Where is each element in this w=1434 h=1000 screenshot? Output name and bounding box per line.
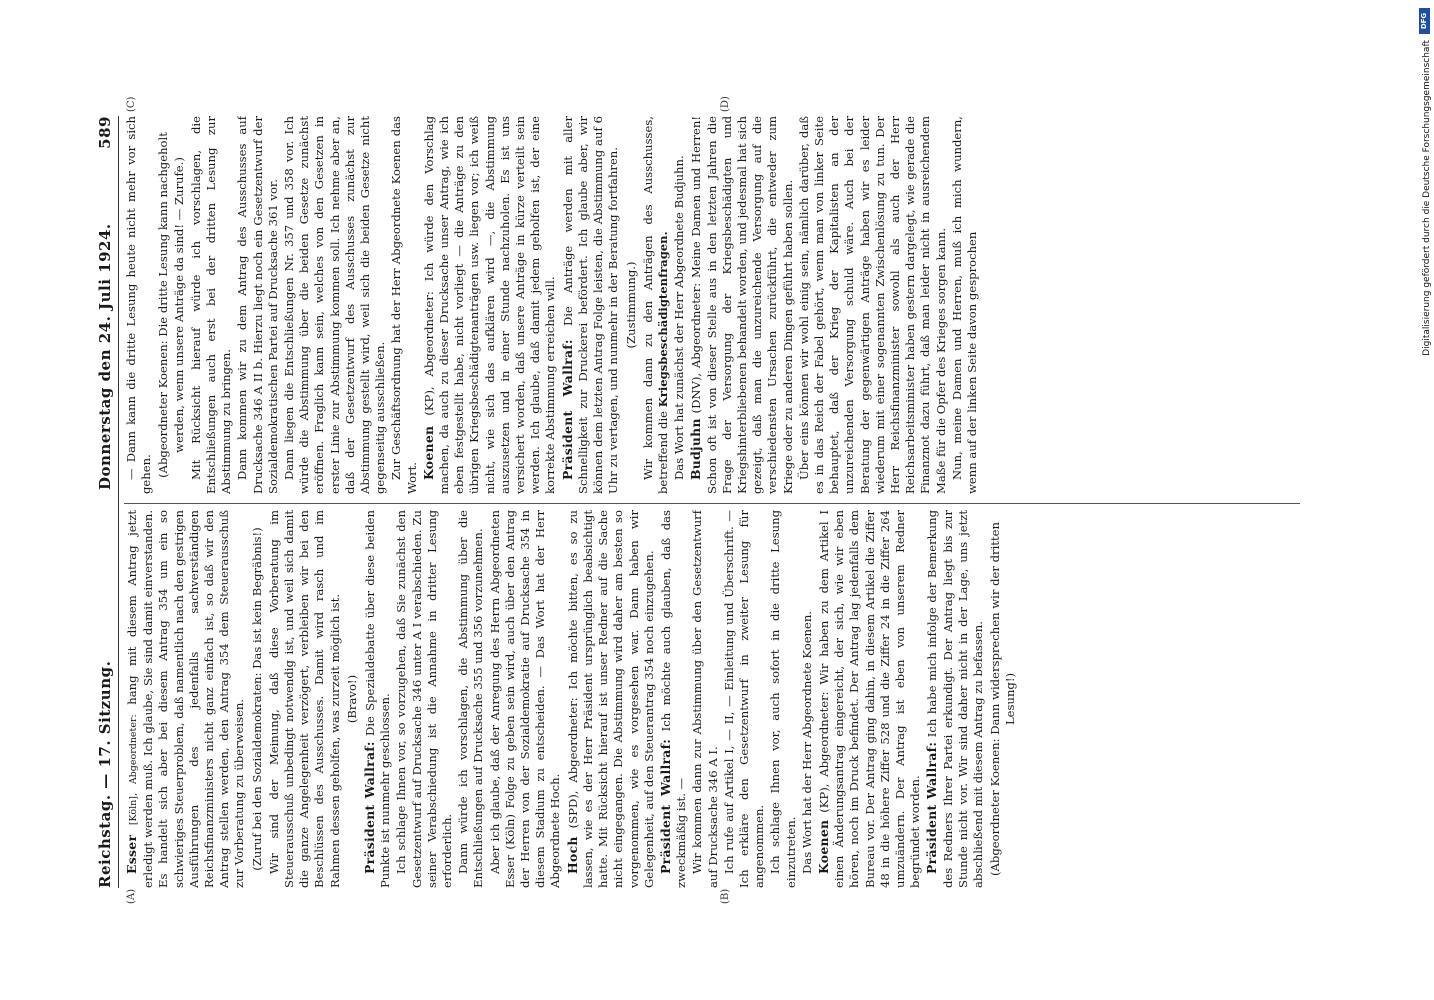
speaker-name: Präsident Wallraf: xyxy=(362,741,378,874)
dfg-logo xyxy=(1419,8,1430,34)
header-left: Reichstag. — 17. Sitzung. xyxy=(96,660,114,888)
left-column xyxy=(124,510,1302,888)
interjection: (Bravo!) xyxy=(344,674,359,724)
paragraph: Zur Geschäftsordnung hat der Herr Abgeordnete Koenen das Wort. xyxy=(389,116,419,494)
paragraph: Dann kommen wir zu dem Antrag des Ausschusses auf Drucksache 346 A II b. Hierzu liegt noch ein Gesetzentwurf der Sozialdemokratischen Partei auf Drucksache 361 vor. xyxy=(235,116,280,494)
interjection: (Zustimmung.) xyxy=(623,261,638,349)
margin-mark-d: (D) xyxy=(720,96,731,112)
paragraph-text: (KP), Abgeordneter: Ich würde den Vorschlag machen, da auch zu dieser Drucksache unser Antrag, wie ich eben festgestellt habe, nicht vorliegt — die Anträge zu den übrigen Kriegsbeschädigtenanträgen usw. liegen vor; ich weiß nicht, wie sich das aufklären wird —, die Abstimmung auszusetzen und in einer Stunde nachzuholen. Es ist uns versichert worden, daß unsere Anträge in kürze verteilt sein werden. Ich glaube, daß damit jedem geholfen ist, der eine korrekte Abstimmung erreichen will. xyxy=(421,116,558,494)
interjection: (Abgeordneter Koenen: Die dritte Lesung kann nachgeholt werden, wenn unsere Anträge da sind! — Zurufe.) xyxy=(156,132,186,478)
paragraph-text: hang mit diesem Antrag jetzt erledigt werden muß. Ich glaube, Sie sind damit einverstanden. Es handelt sich aber bei diesem Antrag 354 um ein so schwieriges Steuerproblem, daß namentlich nach den gestrigen Ausführungen des jedenfalls sachverständigen Reichsfinanzministers nicht ganz einfach ist, so daß wir den Antrag stellen werden, den Antrag 354 dem Steuerausschuß zur Vorberatung zu überweisen. xyxy=(125,510,247,888)
paragraph: Dann liegen die Entschließungen Nr. 357 und 358 vor. Ich würde die Abstimmung über die beiden Gesetze zunächst eröffnen. Fraglich kann sein, welches von den Gesetzen in erster Linie zur Abstimmung kommen soll. Ich nehme aber an, daß der Gesetzentwurf des Ausschusses zunächst zur Abstimmung gestellt wird, weil sich die beiden Gesetze nicht gegenseitig ausschließen. xyxy=(282,116,388,494)
paragraph xyxy=(560,116,622,494)
paragraph: Dann würde ich vorschlagen, die Abstimmung über die Entschließungen auf Drucksache 355 und 356 vorzunehmen. xyxy=(456,510,486,888)
speaker-name: Hoch xyxy=(564,836,580,874)
paragraph: Wir sind der Meinung, daß diese Vorberatung im Steuerausschuß unbedingt notwendig ist, und weil sich damit die ganze Angelegenheit verzögert, verbleiben wir bei den Beschlüssen des Ausschusses. Damit wird rasch und im Rahmen dessen geholfen, was zurzeit möglich ist. xyxy=(266,510,342,888)
right-column xyxy=(124,116,1302,494)
paragraph-text: Die Anträge werden mit aller Schnelligkeit zur Druckerei befördert. Ich glaube aber, wir können dem letzten Antrag Folge leisten, die Abstimmung auf 6 Uhr zu vertagen, und nunmehr in der Beratung fortfahren. xyxy=(560,116,621,494)
paragraph-text: (SPD), Abgeordneter: Ich möchte bitten, es so zu lassen, wie es der Herr Präsident ursprünglich beabsichtigt hatte. Mit Rücksicht hierauf ist unser Redner auf die Sache nicht eingegangen. Die Abstimmung wird daher am besten so vorgenommen, wie es vorgesehen war. Dann haben wir Gelegenheit, auf den Steuerantrag 354 noch einzugehen. xyxy=(565,510,656,888)
speaker-name: Koenen xyxy=(815,819,831,874)
speaker-name: Präsident Wallraf: xyxy=(924,741,940,874)
speaker-name: Koenen xyxy=(420,425,436,480)
paragraph-text: (DNV), Abgeordneter: Meine Damen und Herren! Schon oft ist von dieser Stelle aus in den letzten Jahren die Frage der Versorgung der Kriegsbeschädigten und Kriegshinterbliebenen behandelt worden, und jedesmal hat sich gezeigt, daß man die unzureichende Versorgung auf die verschiedensten Ursachen zurückführt, die entweder zum Kriege oder zu anderen Dingen geführt haben sollen. xyxy=(689,116,795,494)
paragraph-text: (KP), Abgeordneter: Wir haben zu dem Artikel I einen Änderungsantrag eingereicht, der sich, wie wir eben hören, noch im Druck befindet. Der Antrag lag jedenfalls dem Bureau vor. Der Antrag ging dahin, in diesem Artikel die Ziffer 48 in die höhere Ziffer 528 und die Ziffer 24 in die Ziffer 264 umzuändern. Der Antrag ist eben von unserem Redner begründet worden. xyxy=(816,510,923,888)
agenda-topic: Kriegsbeschädigtenfragen. xyxy=(655,231,670,408)
dfg-credit-line xyxy=(1422,40,1433,990)
speaker-name: Präsident Wallraf: xyxy=(657,738,673,874)
paragraph xyxy=(362,510,393,888)
paragraph xyxy=(658,510,689,888)
interjection: (Abgeordneter Koenen: Dann widersprechen wir der dritten Lesung!) xyxy=(988,522,1018,876)
speaker-name: Präsident Wallraf: xyxy=(559,339,575,480)
paragraph xyxy=(641,116,671,494)
margin-mark-c: (C) xyxy=(126,96,137,112)
paragraph: Ich schlage Ihnen vor, auch sofort in die dritte Lesung einzutreten. xyxy=(768,510,798,888)
paragraph: Aber ich glaube, daß der Anregung des Herrn Abgeordneten Esser (Köln) Folge zu geben sein wird, auch über den Antrag der Herren von der Sozialdemokratie auf Drucksache 354 in diesem Stadium zu entscheiden. — Das Wort hat der Herr Abgeordnete Hoch. xyxy=(487,510,563,888)
paragraph-text: Wir kommen dann zu den Anträgen des Ausschusses, betreffend die xyxy=(640,116,670,494)
paragraph: Nun, meine Damen und Herren, muß ich mich wundern, wenn auf der linken Seite davon gesprochen xyxy=(949,116,979,494)
paragraph: Ich schlage Ihnen vor, so vorzugehen, daß Sie zunächst den Gesetzentwurf auf Drucksache 346 unter A I verabschieden. Zu seiner Verabschiedung ist die Annahme in dritter Lesung erforderlich. xyxy=(394,510,455,888)
paragraph xyxy=(924,510,986,888)
paragraph: Mit Rücksicht hierauf würde ich vorschlagen, die Entschließungen auch erst bei der dritten Lesung zur Abstimmung zu bringen. xyxy=(188,116,234,494)
paragraph-text: Die Spezialdebatte über diese beiden Punkte ist nunmehr geschlossen. xyxy=(363,510,393,888)
margin-mark-a: (A) xyxy=(126,888,137,904)
page-header xyxy=(96,116,119,888)
page-number: 589 xyxy=(96,116,114,149)
paragraph: Wir kommen dann zur Abstimmung über den Gesetzentwurf auf Drucksache 346 A I. xyxy=(690,510,720,888)
column-divider xyxy=(124,503,1300,504)
paragraph-text: Ich möchte auch glauben, daß das zweckmäßig ist. — xyxy=(658,510,689,888)
paragraph xyxy=(421,116,559,494)
paragraph-text: Ich habe mich infolge der Bemerkung des Redners Ihrer Partei erkundigt. Der Antrag liegt bis zur Stunde nicht vor. Wir sind daher nicht in der Lage, uns jetzt abschließend mit diesem Antrag zu befassen. xyxy=(925,510,985,888)
speaker-note: [Köln], Abgeordneter: xyxy=(128,714,139,826)
paragraph xyxy=(565,510,657,888)
paragraph: Das Wort hat zunächst der Herr Abgeordnete Budjuhn. xyxy=(672,155,687,480)
margin-mark-b: (B) xyxy=(720,888,731,904)
paragraph: Ich rufe auf Artikel I, — II, — Einleitung und Überschrift. — Ich erkläre den Gesetzentwurf in zweiter Lesung für angenommen. xyxy=(721,510,767,888)
speaker-name: Esser xyxy=(124,834,139,874)
speaker-name: Budjuhn xyxy=(688,418,704,480)
dfg-credit-text: Digitalisierung gefördert durch die Deutsche Forschungsgemeinschaft xyxy=(1422,40,1432,356)
paragraph xyxy=(816,510,923,888)
paragraph: Über eins können wir wohl einig sein, nämlich darüber, daß es in das Reich der Fabel gehört, wenn man von linker Seite behauptet, daß der Krieg der Kapitalisten an der unzureichenden Versorgung schuld wäre. Auch bei der Beratung der gegenwärtigen Anträge haben wir es leider wiederum mit einer sogenannten Zwischenlösung zu tun. Der Herr Reichsfinanzminister sowohl als auch der Herr Reichsarbeitsminister haben gestern dargelegt, wie gerade die Finanznot dazu führt, daß man leider nicht in ausreichendem Maße für die Opfer des Krieges sorgen kann. xyxy=(796,116,948,494)
paragraph xyxy=(688,116,795,494)
paragraph xyxy=(124,510,248,888)
header-date: Donnerstag den 24. Juli 1924. xyxy=(96,223,114,490)
interjection: (Zuruf bei den Sozialdemokraten: Das ist kein Begräbnis!) xyxy=(249,527,264,871)
paragraph: — Dann kann die dritte Lesung heute nicht mehr vor sich gehen. xyxy=(124,116,154,494)
dfg-logo-text: DFG xyxy=(1420,12,1429,30)
paragraph: Das Wort hat der Herr Abgeordnete Koenen. xyxy=(799,610,814,874)
